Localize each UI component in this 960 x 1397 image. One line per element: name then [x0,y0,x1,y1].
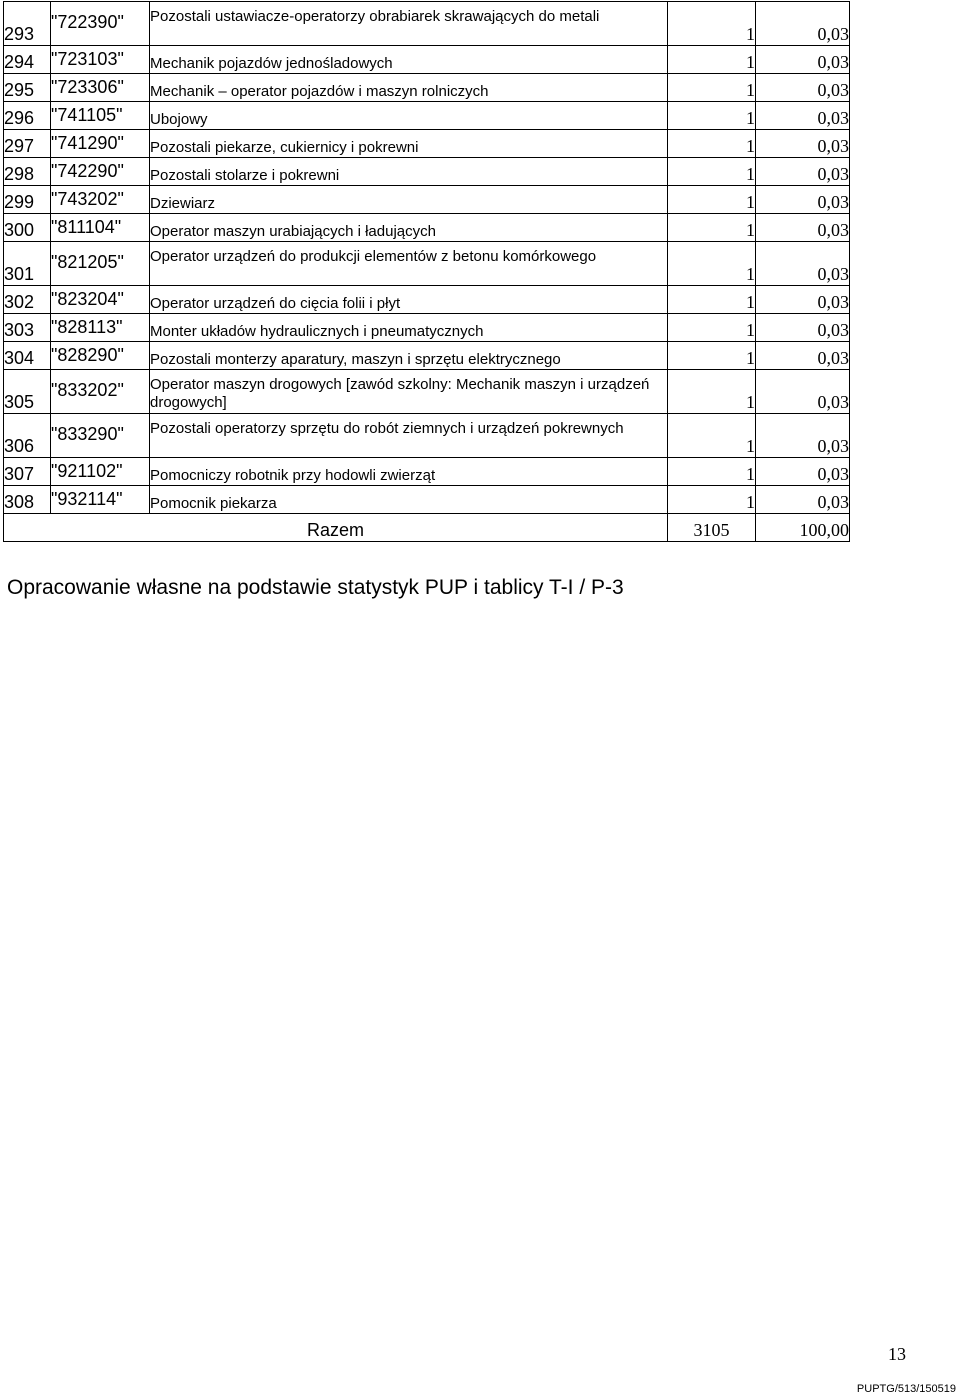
count-cell: 1 [668,2,756,46]
percent-cell: 0,03 [756,342,850,370]
occupation-name-cell: Pozostali operatorzy sprzętu do robót ziemnych i urządzeń pokrewnych [150,414,668,458]
occupation-code-cell: "723306" [51,74,150,102]
table-row [4,46,850,74]
occupation-name-cell: Pomocniczy robotnik przy hodowli zwierząt [150,458,668,486]
count-cell: 1 [668,458,756,486]
percent-cell: 0,03 [756,2,850,46]
occupation-code-cell: "722390" [51,2,150,46]
table-row [4,314,850,342]
occupation-code-cell: "921102" [51,458,150,486]
percent-cell: 0,03 [756,186,850,214]
occupation-name-cell: Operator urządzeń do produkcji elementów z betonu komórkowego [150,242,668,286]
percent-cell: 0,03 [756,314,850,342]
occupation-name-cell: Operator maszyn drogowych [zawód szkolny: Mechanik maszyn i urządzeń drogowych] [150,370,668,414]
count-cell: 1 [668,314,756,342]
count-cell: 1 [668,130,756,158]
percent-cell: 0,03 [756,414,850,458]
table-row [4,186,850,214]
occupation-code-cell: "741290" [51,130,150,158]
percent-cell: 0,03 [756,286,850,314]
total-count: 3105 [668,514,756,542]
count-cell: 1 [668,486,756,514]
count-cell: 1 [668,158,756,186]
occupation-name-cell: Mechanik pojazdów jednośladowych [150,46,668,74]
row-number-cell: 294 [4,46,51,74]
count-cell: 1 [668,242,756,286]
occupation-code-cell: "828290" [51,342,150,370]
count-cell: 1 [668,370,756,414]
occupation-code-cell: "833202" [51,370,150,414]
row-number-cell: 307 [4,458,51,486]
percent-cell: 0,03 [756,458,850,486]
count-cell: 1 [668,286,756,314]
table-row [4,214,850,242]
count-cell: 1 [668,186,756,214]
occupation-code-cell: "742290" [51,158,150,186]
source-note: Opracowanie własne na podstawie statystyk PUP i tablicy T-I / P-3 [7,576,624,599]
row-number-cell: 304 [4,342,51,370]
occupation-name-cell: Pomocnik piekarza [150,486,668,514]
row-number-cell: 295 [4,74,51,102]
table-row [4,486,850,514]
row-number-cell: 306 [4,414,51,458]
document-reference: PUPTG/513/150519 [856,1383,956,1395]
occupation-name-cell: Pozostali monterzy aparatury, maszyn i sprzętu elektrycznego [150,342,668,370]
table-row [4,342,850,370]
occupation-name-cell: Pozostali piekarze, cukiernicy i pokrewni [150,130,668,158]
table-row [4,2,850,46]
row-number-cell: 300 [4,214,51,242]
occupation-name-cell: Pozostali ustawiacze-operatorzy obrabiarek skrawających do metali [150,2,668,46]
occupation-code-cell: "811104" [51,214,150,242]
occupations-table [3,1,850,542]
total-label: Razem [4,514,668,542]
occupation-code-cell: "823204" [51,286,150,314]
row-number-cell: 308 [4,486,51,514]
count-cell: 1 [668,214,756,242]
occupation-name-cell: Ubojowy [150,102,668,130]
percent-cell: 0,03 [756,486,850,514]
occupation-code-cell: "932114" [51,486,150,514]
occupation-name-cell: Operator urządzeń do cięcia folii i płyt [150,286,668,314]
occupation-name-cell: Pozostali stolarze i pokrewni [150,158,668,186]
occupation-code-cell: "741105" [51,102,150,130]
row-number-cell: 303 [4,314,51,342]
table-row [4,370,850,414]
occupation-code-cell: "743202" [51,186,150,214]
percent-cell: 0,03 [756,214,850,242]
row-number-cell: 299 [4,186,51,214]
percent-cell: 0,03 [756,158,850,186]
table-row [4,458,850,486]
count-cell: 1 [668,342,756,370]
row-number-cell: 301 [4,242,51,286]
percent-cell: 0,03 [756,102,850,130]
occupation-name-cell: Operator maszyn urabiających i ładujących [150,214,668,242]
count-cell: 1 [668,46,756,74]
occupation-code-cell: "821205" [51,242,150,286]
row-number-cell: 293 [4,2,51,46]
row-number-cell: 298 [4,158,51,186]
occupation-code-cell: "723103" [51,46,150,74]
count-cell: 1 [668,74,756,102]
occupation-name-cell: Mechanik – operator pojazdów i maszyn rolniczych [150,74,668,102]
table-row [4,74,850,102]
row-number-cell: 302 [4,286,51,314]
occupation-code-cell: "833290" [51,414,150,458]
table-row [4,242,850,286]
count-cell: 1 [668,414,756,458]
table-row [4,286,850,314]
table-row [4,102,850,130]
percent-cell: 0,03 [756,46,850,74]
occupation-name-cell: Dziewiarz [150,186,668,214]
occupation-code-cell: "828113" [51,314,150,342]
percent-cell: 0,03 [756,74,850,102]
table-row [4,130,850,158]
total-percent: 100,00 [756,514,850,542]
table-row [4,414,850,458]
total-row [4,514,850,542]
percent-cell: 0,03 [756,130,850,158]
row-number-cell: 296 [4,102,51,130]
page-number: 13 [888,1344,906,1364]
row-number-cell: 305 [4,370,51,414]
table-row [4,158,850,186]
row-number-cell: 297 [4,130,51,158]
percent-cell: 0,03 [756,242,850,286]
percent-cell: 0,03 [756,370,850,414]
count-cell: 1 [668,102,756,130]
table-body [4,2,850,542]
occupation-name-cell: Monter układów hydraulicznych i pneumatycznych [150,314,668,342]
